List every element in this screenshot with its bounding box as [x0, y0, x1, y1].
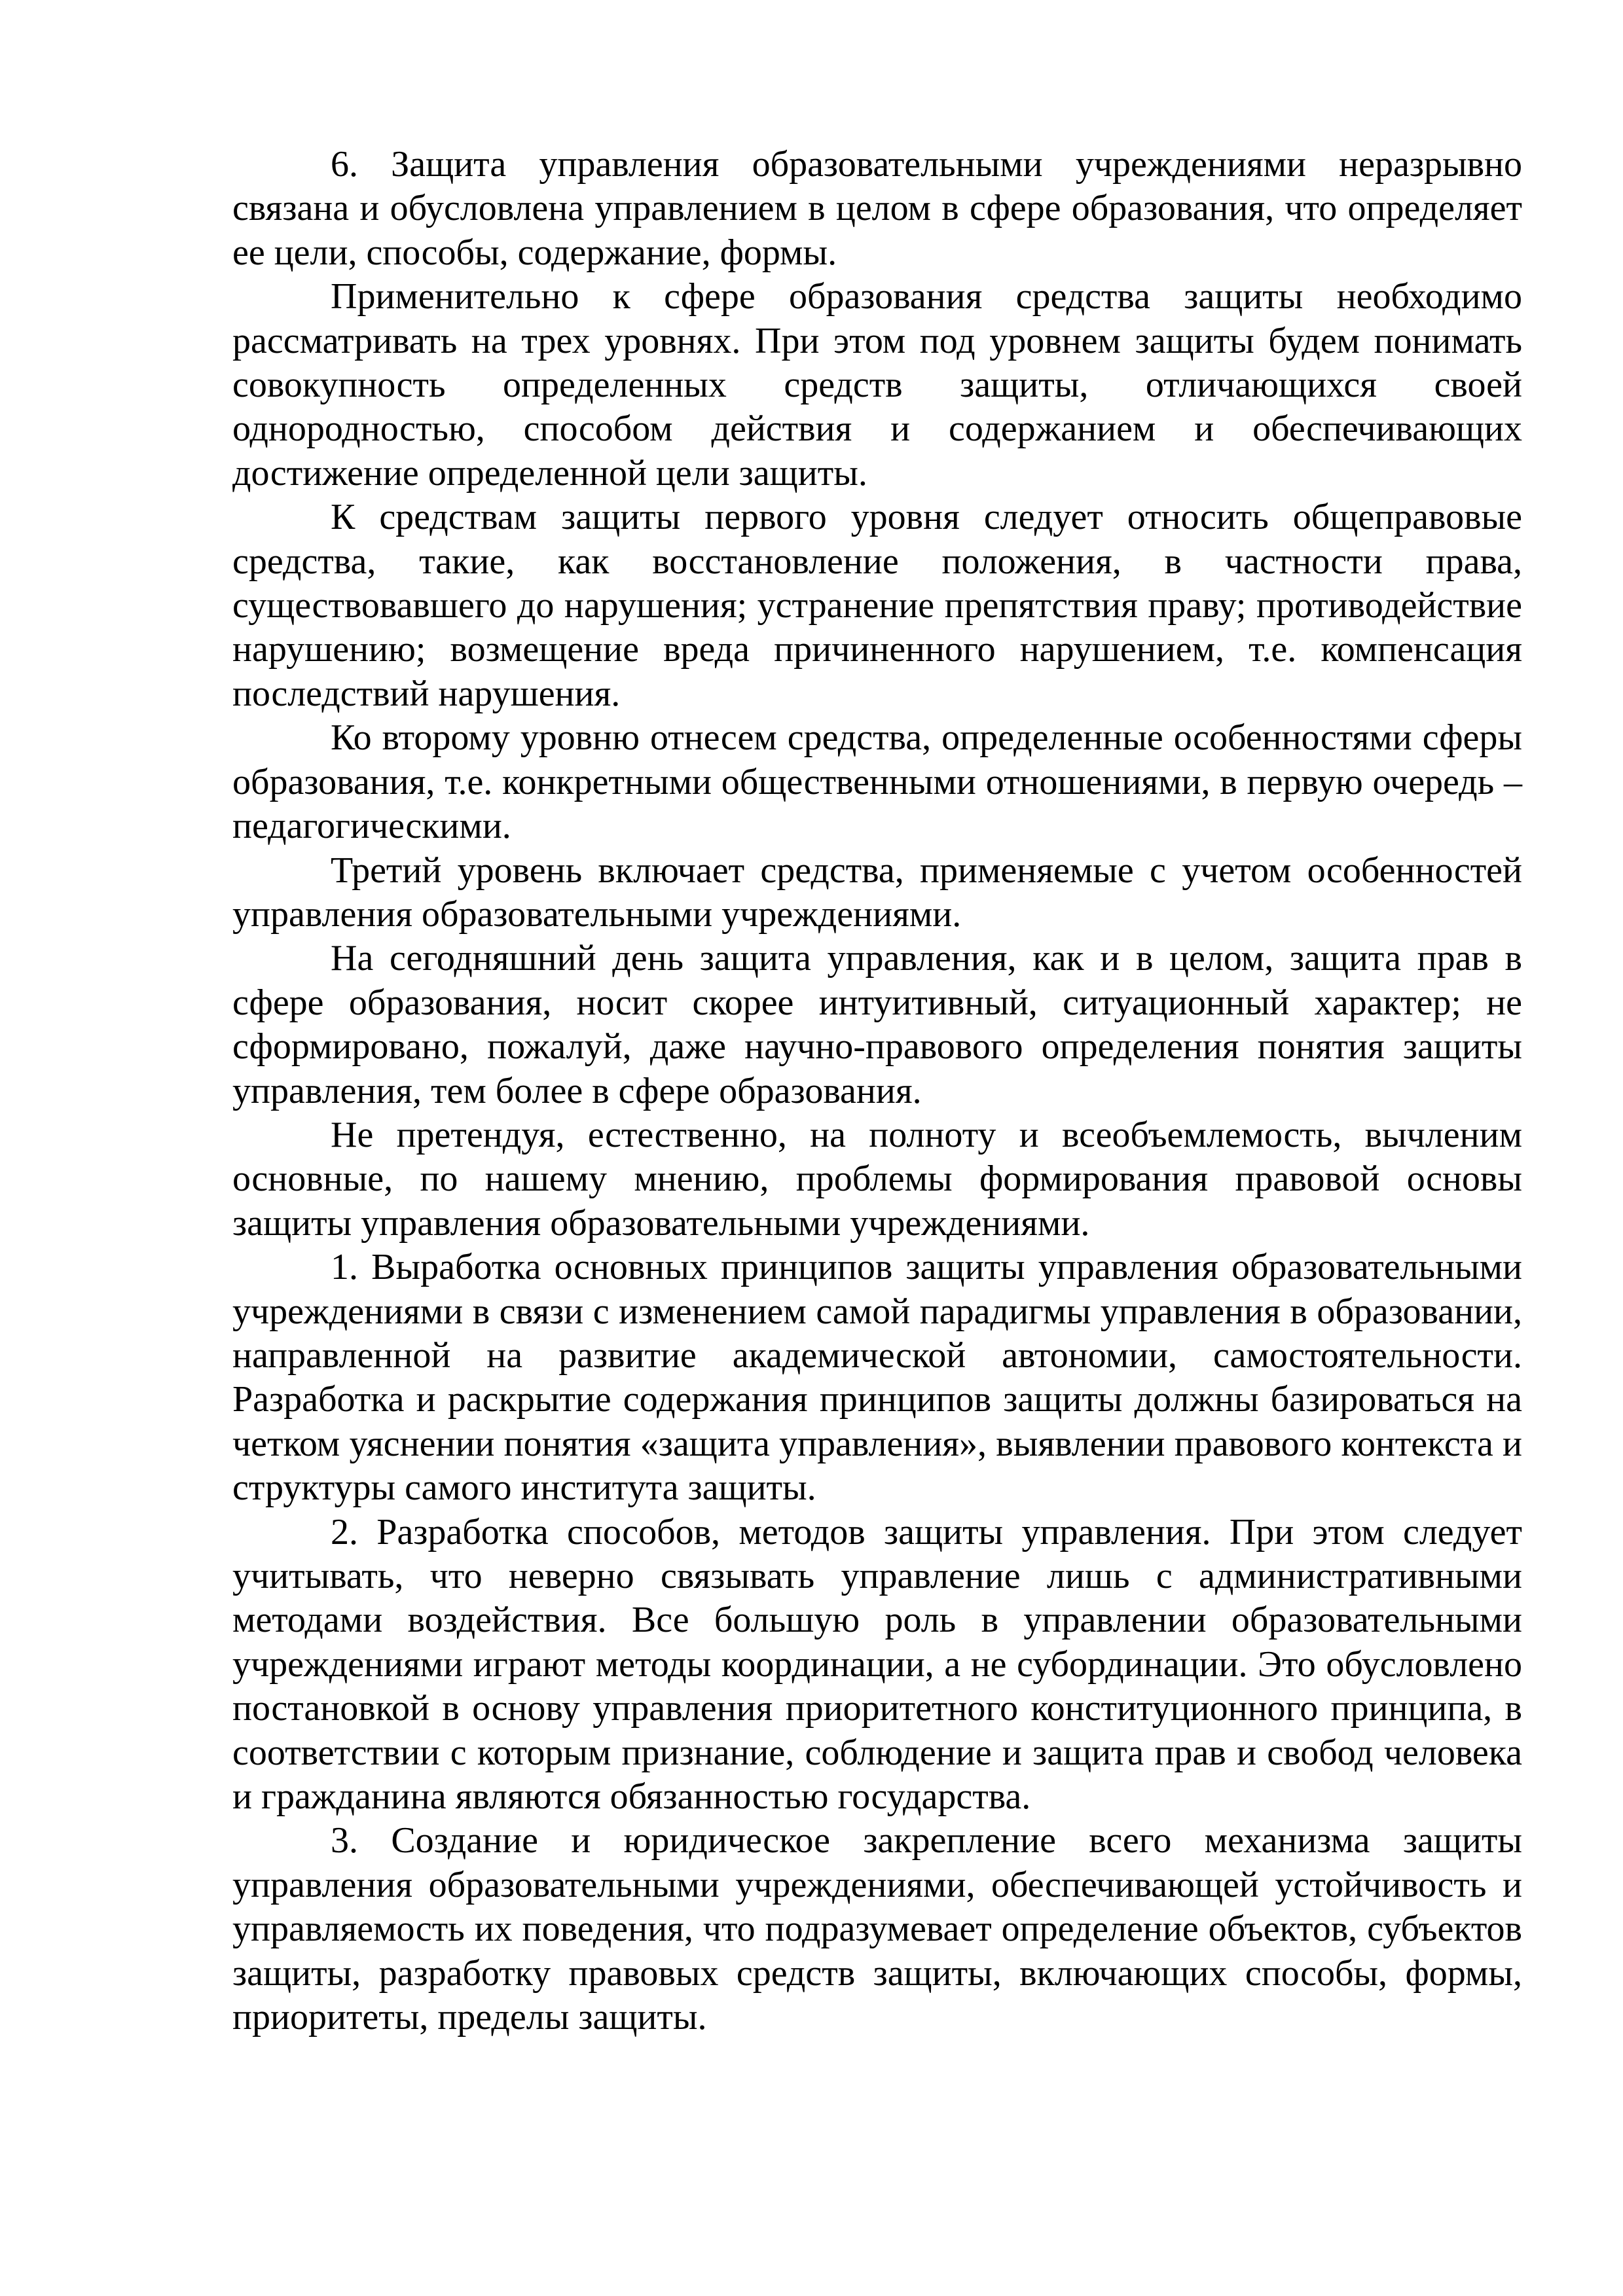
paragraph: 6. Защита управления образовательными учреждениями неразрывно связана и обусловлена управлением в целом в сфере образования, что определяет ее цели, способы, содержание, формы.: [232, 144, 1522, 273]
paragraph: На сегодняшний день защита управления, как и в целом, защита прав в сфере образования, носит скорее интуитивный, ситуационный характер; не сформировано, пожалуй, даже научно-правового определения понятия защиты управления, тем более в сфере образования.: [232, 938, 1522, 1111]
paragraph: К средствам защиты первого уровня следует относить общеправовые средства, такие, как восстановление положения, в частности права, существовавшего до нарушения; устранение препятствия праву; противодействие нарушению; возмещение вреда причиненного нарушением, т.е. компенсация последствий нарушения.: [232, 497, 1522, 714]
paragraph: 3. Создание и юридическое закрепление всего механизма защиты управления образовательными учреждениями, обеспечивающей устойчивость и управляемость их поведения, что подразумевает определение объектов, субъектов защиты, разработку правовых средств защиты, включающих способы, формы, приоритеты, пределы защиты.: [232, 1820, 1522, 2038]
document-page: [232, 143, 1522, 2039]
paragraph: 1. Выработка основных принципов защиты управления образовательными учреждениями в связи с изменением самой парадигмы управления в образовании, направленной на развитие академической автономии, самостоятельности. Разработка и раскрытие содержания принципов защиты должны базироваться на четком уяснении понятия «защита управления», выявлении правового контекста и структуры самого института защиты.: [232, 1247, 1522, 1509]
paragraph: Ко второму уровню отнесем средства, определенные особенностями сферы образования, т.е. конкретными общественными отношениями, в первую очередь – педагогическими.: [232, 717, 1522, 847]
paragraph: 2. Разработка способов, методов защиты управления. При этом следует учитывать, что неверно связывать управление лишь с административными методами воздействия. Все большую роль в управлении образовательными учреждениями играют методы координации, а не субординации. Это обусловлено постановкой в основу управления приоритетного конституционного принципа, в соответствии с которым признание, соблюдение и защита прав и свобод человека и гражданина являются обязанностью государства.: [232, 1511, 1522, 1818]
paragraph: Третий уровень включает средства, применяемые с учетом особенностей управления образовательными учреждениями.: [232, 850, 1522, 935]
paragraph: Применительно к сфере образования средства защиты необходимо рассматривать на трех уровнях. При этом под уровнем защиты будем понимать совокупность определенных средств защиты, отличающихся своей однородностью, способом действия и содержанием и обеспечивающих достижение определенной цели защиты.: [232, 276, 1522, 493]
paragraph: Не претендуя, естественно, на полноту и всеобъемлемость, вычленим основные, по нашему мнению, проблемы формирования правовой основы защиты управления образовательными учреждениями.: [232, 1114, 1522, 1244]
